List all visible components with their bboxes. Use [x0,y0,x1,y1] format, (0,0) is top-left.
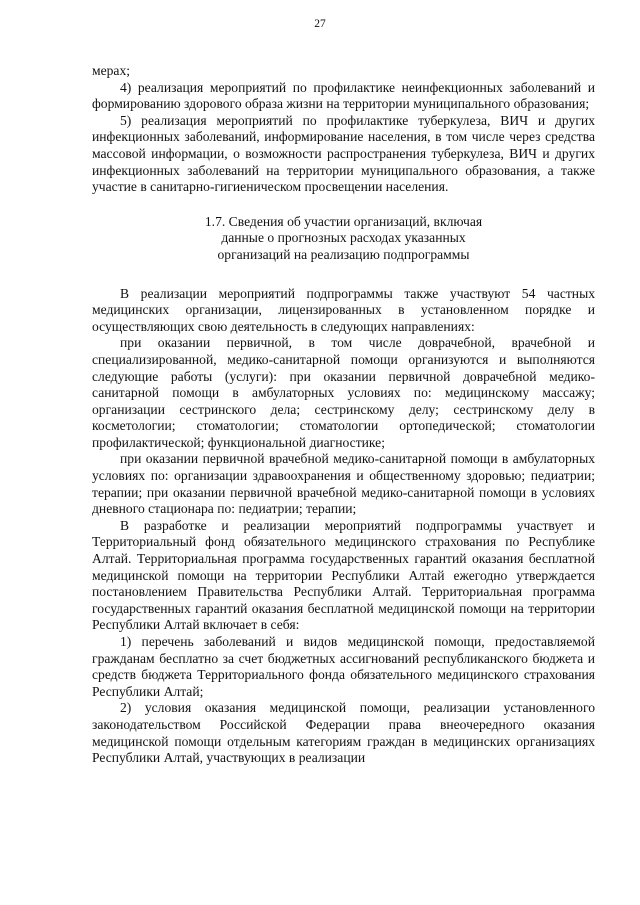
page-number: 27 [314,18,326,30]
paragraph-item-5: 5) реализация мероприятий по профилактике туберкулеза, ВИЧ и других инфекционных заболеваний, информирование населения, в том числе через средства массовой информации, о возможности распространения туберкулеза, ВИЧ и других инфекционных заболеваний на территории муниципального образования, а также участие в санитарно-гигиеническом просвещении населения. [92,112,595,195]
paragraph-participants: В реализации мероприятий подпрограммы также участвуют 54 частных медицинских организации, лицензированных в установленном порядке и осуществляющих свою деятельность в следующих направлениях: [92,285,595,334]
paragraph-primary-care: при оказании первичной, в том числе доврачебной, врачебной и специализированной, медико-санитарной помощи организуются и выполняются следующие работы (услуги): при оказании первичной доврачебной медико-санитарной помощи в амбулаторных условиях по: медицинскому массажу; организации сестринского дела; сестринскому делу; сестринскому делу в косметологии; стоматологии; стоматологии ортопедической; стоматологии профилактической; функциональной диагностике; [92,335,595,450]
paragraph-list-item-2: 2) условия оказания медицинской помощи, реализации установленного законодательством Российской Федерации права внеочередного оказания медицинской помощи отдельным категориям граждан в медицинских организациях Республики Алтай, участвующих в реализации [92,700,595,766]
paragraph-item-4: 4) реализация мероприятий по профилактике неинфекционных заболеваний и формированию здорового образа жизни на территории муниципального образования; [92,79,595,112]
document-body [92,63,595,767]
section-heading [92,214,595,264]
paragraph-list-item-1: 1) перечень заболеваний и видов медицинской помощи, предоставляемой гражданам бесплатно за счет бюджетных ассигнований республиканского бюджета и средств бюджета Территориального фонда обязательного медицинского страхования Республики Алтай; [92,634,595,699]
paragraph-continuation: мерах; [92,63,131,78]
section-heading-line-1: 1.7. Сведения об участии организаций, включая [204,213,483,229]
paragraph-primary-physician-care: при оказании первичной врачебной медико-санитарной помощи в амбулаторных условиях по: организации здравоохранения и общественному здоровью; педиатрии; терапии; при оказании первичной врачебной медико-санитарной помощи в условиях дневного стационара по: педиатрии; терапии; [92,451,595,517]
section-heading-line-3: организаций на реализацию подпрограммы [217,246,470,262]
section-heading-line-2: данные о прогнозных расходах указанных [221,230,466,246]
paragraph-insurance-fund: В разработке и реализации мероприятий подпрограммы участвует и Территориальный фонд обязательного медицинского страхования по Республике Алтай. Территориальная программа государственных гарантий оказания бесплатной медицинской помощи на территории Республики Алтай ежегодно утверждается постановлением Правительства Республики Алтай. Территориальная программа государственных гарантий оказания бесплатной медицинской помощи на территории Республики Алтай включает в себя: [92,517,595,633]
